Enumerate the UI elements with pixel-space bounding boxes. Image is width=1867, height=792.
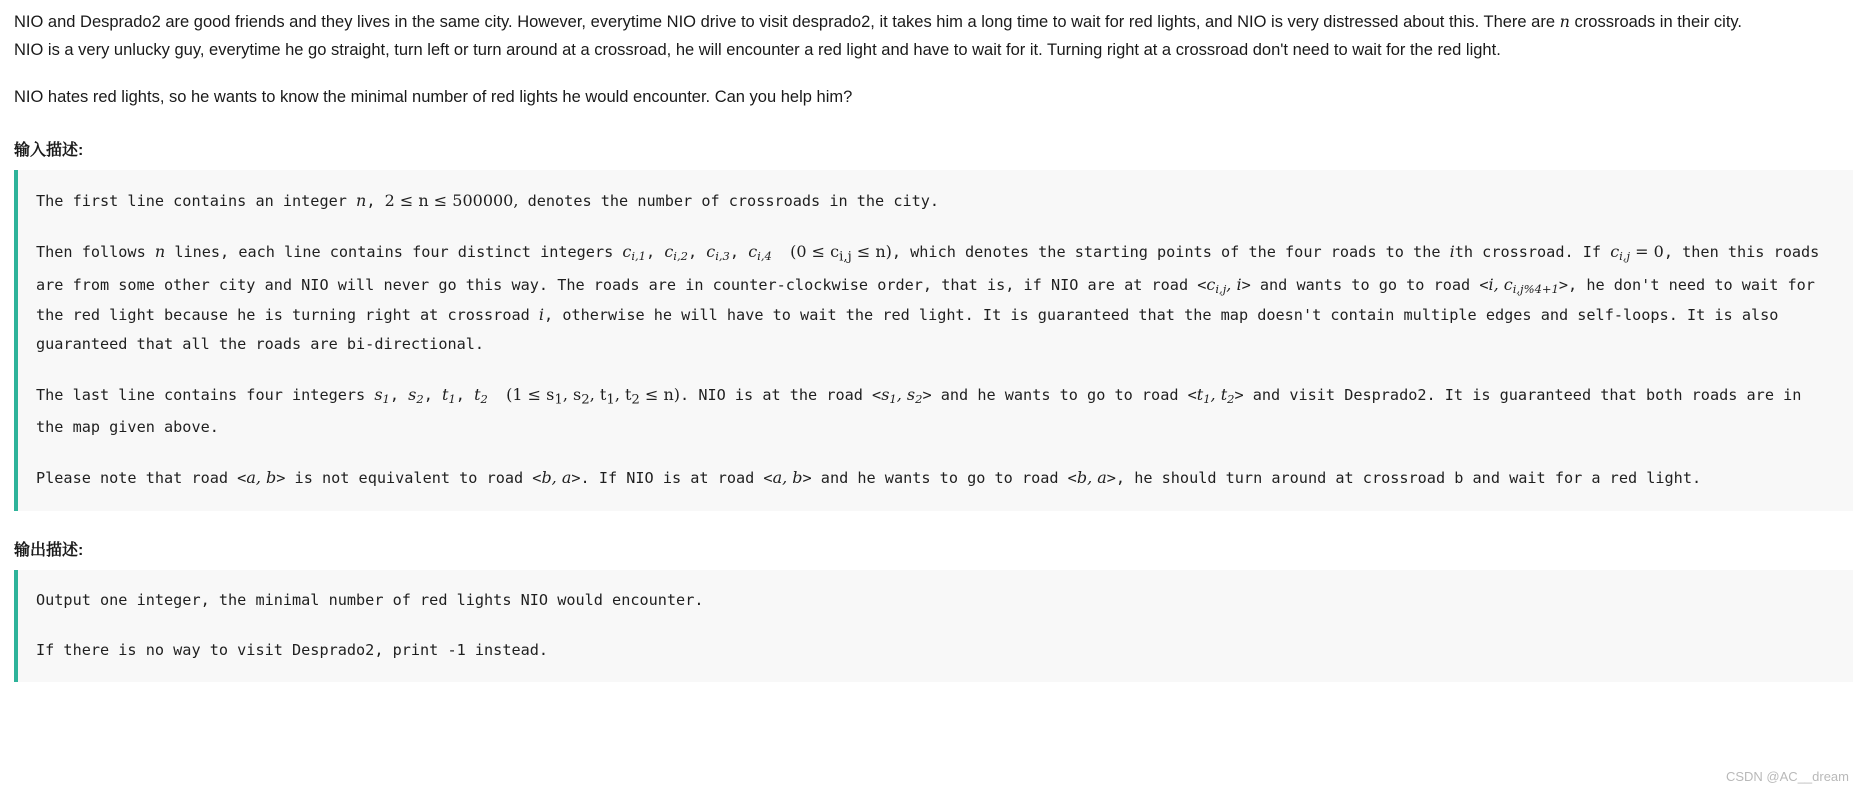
output-para-1: Output one integer, the minimal number of red lights NIO would encounter. bbox=[36, 590, 704, 609]
input-p2-f: , then this roads are from some other city and NIO will never go this way. The roads are in counter-clockwise order, that is, if NIO are at road < bbox=[36, 243, 1820, 295]
input-road-cij-i: $c_{i,j}$, i bbox=[1206, 275, 1242, 297]
input-t2: $t_2$ bbox=[474, 385, 488, 407]
statement-p1-text-a: NIO and Desprado2 are good friends and they lives in the same city. However, everytime NIO drive to visit desprado2, it takes him a long time to wait for red lights, and NIO is very distressed about this. There are bbox=[14, 13, 1560, 31]
input-p2-i2: i bbox=[538, 305, 545, 325]
input-p3-d: > and visit Desprado2. It is guaranteed that both roads are in the map given above. bbox=[36, 386, 1802, 437]
input-p2-j: , otherwise he will have to wait the red light. It is guaranteed that the map doesn't contain multiple edges and self-loops. It is also guaranteed that all the roads are bi-directional. bbox=[36, 306, 1779, 354]
input-para-3: The last line contains four integers $s_1$, $s_2$, $t_1$, $t_2$ ($1 \le s_1$, $s_2$, $t_1$, $t_2 \le n$). NIO is at the road $<s_1$, $s_2>$ and he wants to go to road $<t_1$, $t_2>$ and visit Desprado2. It is guaranteed that both roads are in the map given above. bbox=[36, 385, 1802, 437]
input-c-i4: $c_{i,4}$ bbox=[748, 242, 772, 264]
input-c-i1: $c_{i,1}$ bbox=[622, 242, 647, 264]
input-p1-range: 2 ≤ n ≤ 500000, bbox=[384, 190, 519, 210]
input-p4-e: >, he should turn around at crossroad b and wait for a red light. bbox=[1106, 469, 1702, 488]
input-s2: $s_2$ bbox=[408, 385, 424, 407]
input-road-t1t2: $t_1$, $t_2$ bbox=[1196, 385, 1235, 407]
output-section-title: 输出描述: bbox=[14, 541, 84, 559]
input-description-block bbox=[14, 170, 1853, 511]
output-para-2: If there is no way to visit Desprado2, print -1 instead. bbox=[36, 640, 549, 659]
input-p3-b: . NIO is at the road < bbox=[680, 386, 882, 405]
input-p2-n: n bbox=[154, 242, 166, 262]
input-road-ab-2: a, b bbox=[772, 468, 803, 488]
input-p2-g: > and wants to go to road < bbox=[1241, 276, 1489, 295]
input-p4-c: >. If NIO is at road < bbox=[571, 469, 773, 488]
input-para-1 bbox=[36, 186, 1835, 216]
input-p2-cond: $(0 \le c_{i,j} \le n)$ bbox=[790, 242, 892, 265]
statement-paragraph-3: NIO hates red lights, so he wants to know the minimal number of red lights he would encounter. Can you help him? bbox=[14, 88, 853, 107]
input-p1-b: , bbox=[366, 191, 385, 210]
input-p4-b: > is not equivalent to road < bbox=[276, 469, 542, 488]
input-c-i2: $c_{i,2}$ bbox=[664, 242, 688, 264]
watermark: CSDN @AC__dream bbox=[1725, 769, 1849, 784]
input-p4-a: Please note that road < bbox=[36, 469, 247, 488]
input-p2-a: Then follows bbox=[36, 243, 155, 262]
input-p1-n: n bbox=[356, 190, 367, 210]
input-road-ba-1: b, a bbox=[541, 468, 572, 488]
input-p2-h: >, he don't need to wait for the red light because he is turning right at crossroad bbox=[36, 276, 1815, 325]
input-p2-e: th crossroad. If bbox=[1454, 243, 1611, 262]
input-cij-zero: $c_{i,j} = 0$ bbox=[1610, 242, 1664, 264]
input-p2-b: lines, each line contains four distinct integers bbox=[165, 243, 623, 262]
statement-p1-text-b: crossroads in their city. bbox=[1569, 13, 1743, 31]
input-road-i-cij4: i, $c_{i,j\%4+1}$ bbox=[1488, 275, 1559, 297]
input-section-title: 输入描述: bbox=[14, 141, 84, 159]
input-p3-cond: ($1 \le s_1$, $s_2$, $t_1$, $t_2 \le n$) bbox=[506, 385, 681, 408]
input-road-ba-2: b, a bbox=[1076, 468, 1107, 488]
statement-paragraph-1 bbox=[14, 10, 1853, 36]
input-t1: $t_1$ bbox=[442, 385, 456, 407]
input-s1: $s_1$ bbox=[374, 385, 390, 407]
variable-n: n bbox=[1559, 12, 1570, 31]
input-p2-d: , which denotes the starting points of the four roads to the bbox=[891, 243, 1450, 262]
input-p3-c: > and he wants to go to road < bbox=[922, 386, 1197, 405]
input-road-ab-1: a, b bbox=[246, 468, 277, 488]
input-p1-c: denotes the number of crossroads in the city. bbox=[518, 191, 940, 210]
input-para-4 bbox=[36, 463, 1835, 493]
input-c-i3: $c_{i,3}$ bbox=[706, 242, 730, 264]
input-para-2: Then follows n lines, each line contains four distinct integers $c_{i,1}$, $c_{i,2}$, $c_{i,3}$, $c_{i,4}$ $(0 \le c_{i,j} \le n)$, which denotes the starting points of the four roads to the ith crossroad. If $c_{i,j} = 0$, then this roads are from some other city and NIO will never go this way. The roads are in counter-clockwise order, that is, if NIO are at road $<c_{i,j}$, i> and wants to go to road <i, $c_{i,j\%4+1}>$, he don't need to wait for the red light because he is turning right at crossroad i, otherwise he will have to wait the red light. It is guaranteed that the map doesn't contain multiple edges and self-loops. It is also guaranteed that all the roads are bi-directional. bbox=[36, 242, 1820, 354]
input-p3-a: The last line contains four integers bbox=[36, 386, 375, 405]
input-p2-i: i bbox=[1449, 242, 1455, 262]
statement-paragraph-2: NIO is a very unlucky guy, everytime he go straight, turn left or turn around at a crossroad, he will encounter a red light and have to wait for it. Turning right at a crossroad don't need to wait for the red light. bbox=[14, 40, 1501, 59]
input-p1-a: The first line contains an integer bbox=[36, 191, 357, 210]
input-p4-d: > and he wants to go to road < bbox=[802, 469, 1077, 488]
output-description-block bbox=[14, 570, 1853, 682]
input-road-s1s2: $s_1$, $s_2$ bbox=[881, 385, 923, 407]
problem-statement bbox=[14, 10, 1853, 111]
